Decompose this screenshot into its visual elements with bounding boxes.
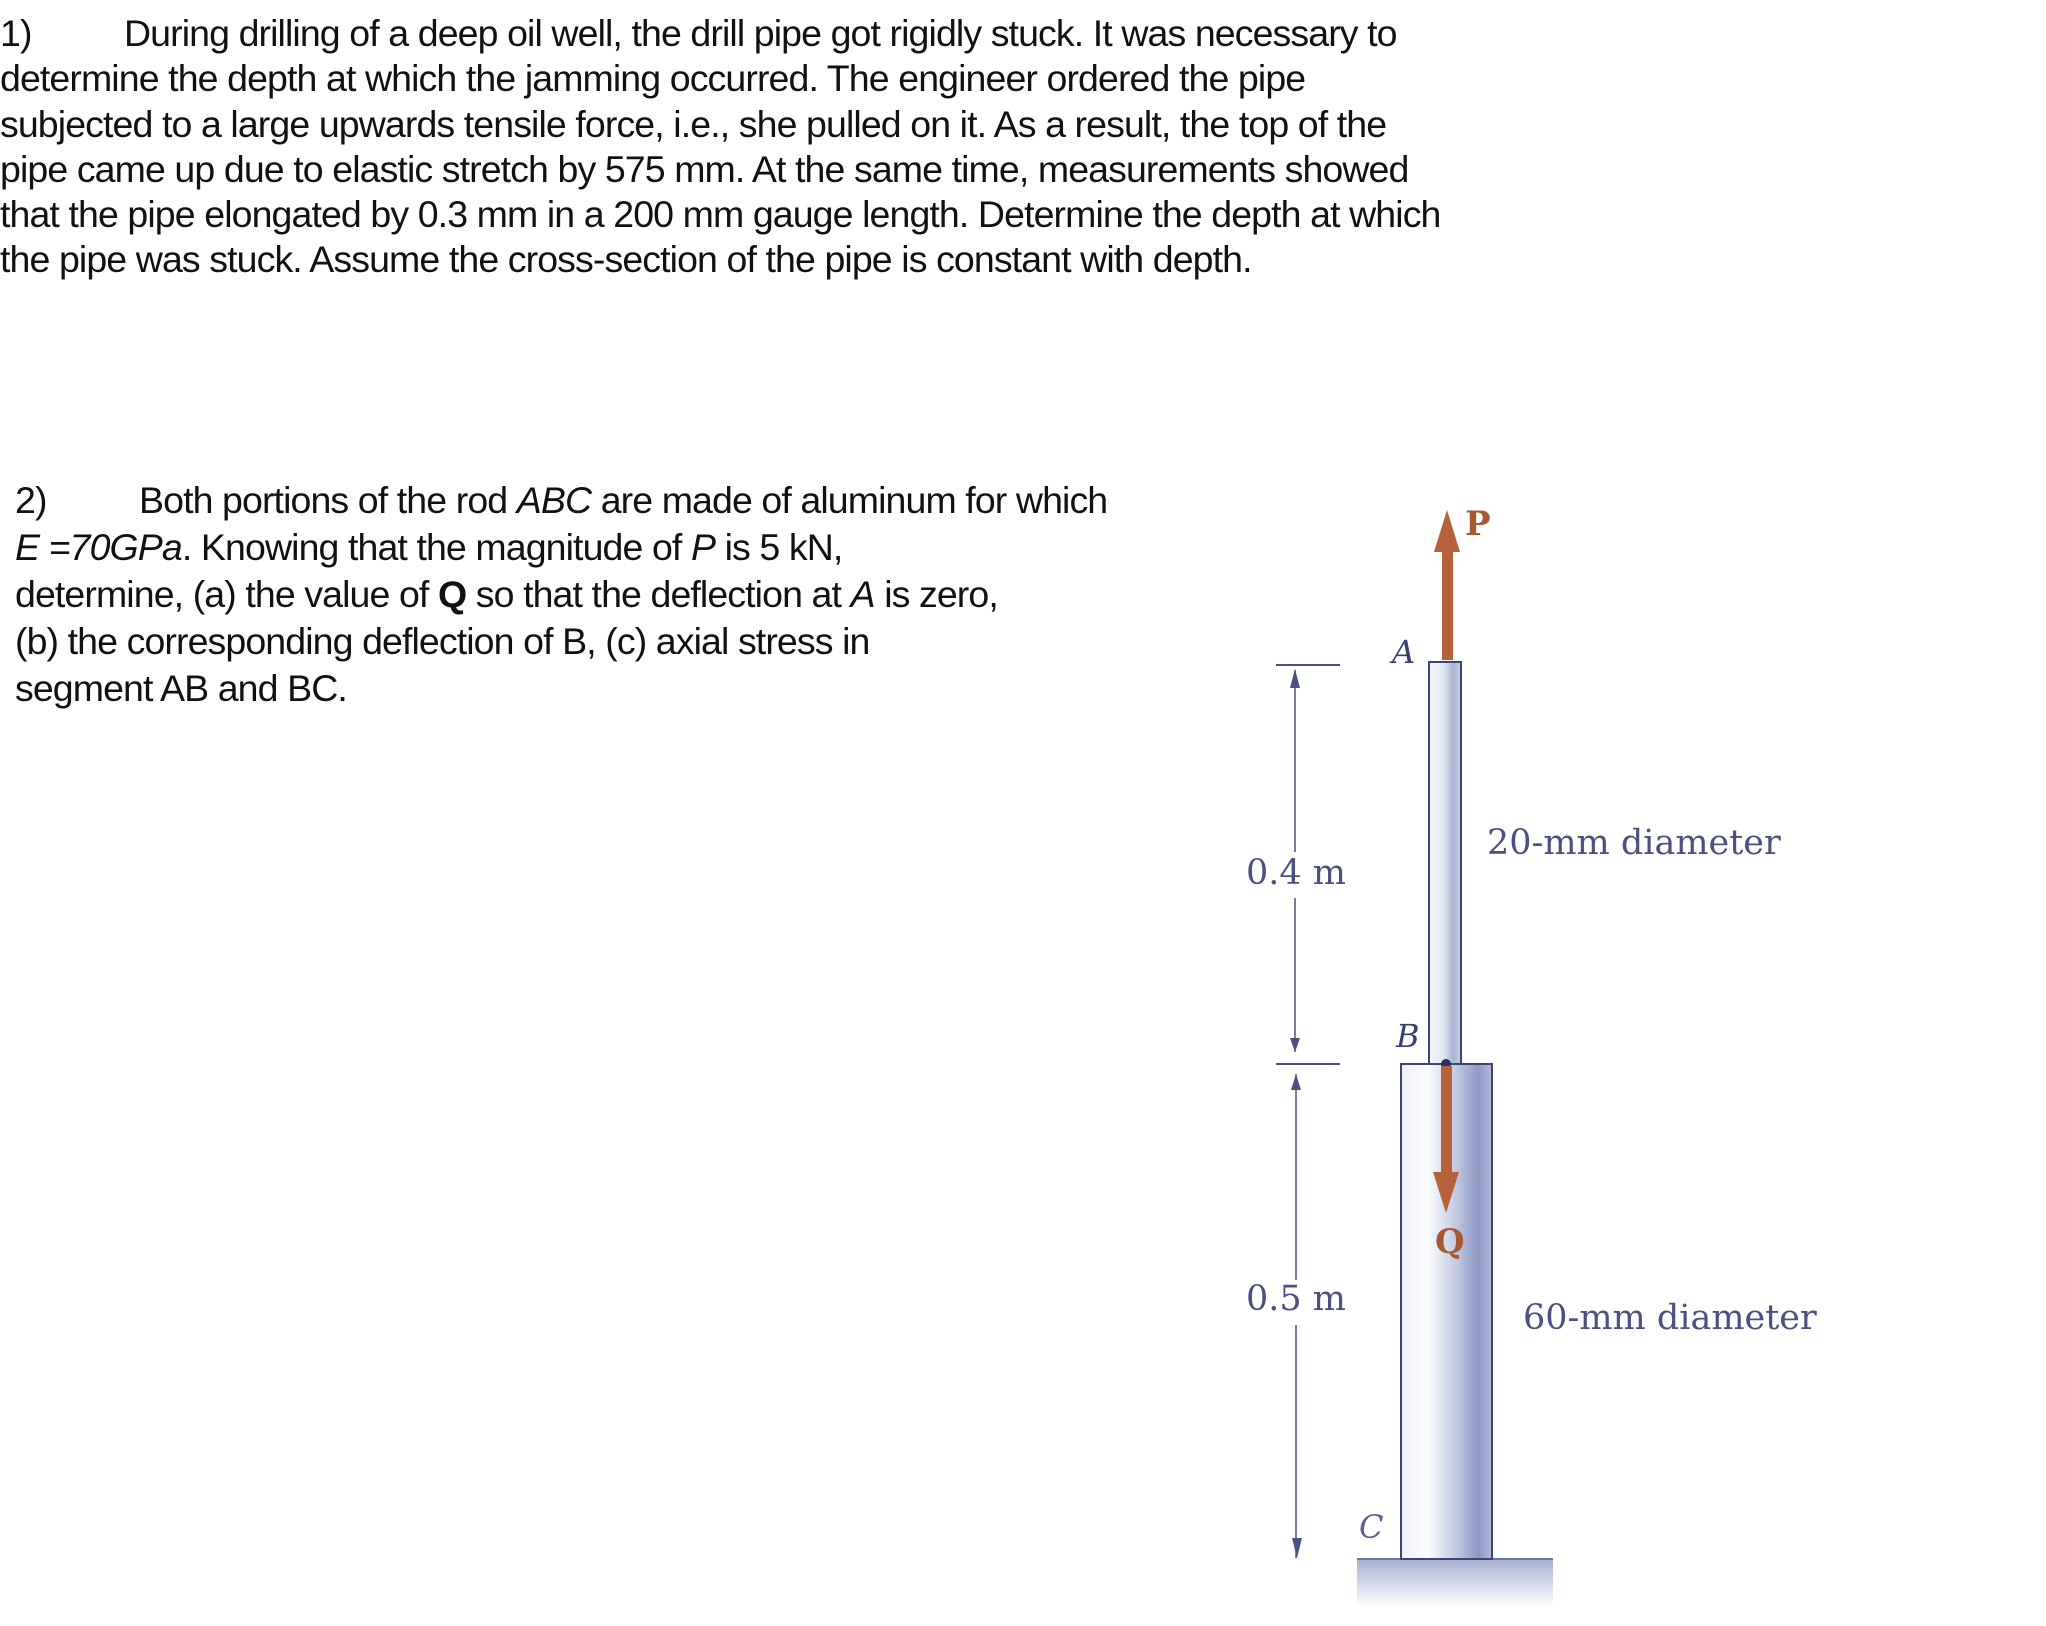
- diameter-ab-label: 20-mm diameter: [1487, 823, 1781, 863]
- rod-name: ABC: [516, 479, 592, 521]
- problem-2-number: 2): [15, 479, 47, 521]
- force-p-arrow-icon: [1434, 510, 1460, 660]
- dimension-bc-label: 0.5 m: [1246, 1279, 1346, 1319]
- point-b-label: B: [1396, 1017, 1420, 1055]
- rod-segment-ab: [1429, 662, 1461, 1064]
- problem-2-line-2: E =70GPa. Knowing that the magnitude of P is 5 kN,: [15, 526, 843, 568]
- problem-2-line-5: segment AB and BC.: [15, 667, 347, 709]
- problem-1-number: 1): [0, 12, 32, 54]
- force-p-label: P: [1465, 504, 1491, 544]
- problem-2-line-3: determine, (a) the value of Q so that the deflection at A is zero,: [15, 573, 998, 615]
- ground-support: [1357, 1559, 1553, 1607]
- problem-1-line-2: determine the depth at which the jamming occurred. The engineer ordered the pipe: [0, 57, 1306, 100]
- modulus-value: E =70GPa: [15, 526, 182, 568]
- problem-1-line-1: 1) During drilling of a deep oil well, the drill pipe got rigidly stuck. It was necessary to: [0, 11, 1441, 56]
- problem-2-line-1: 2) Both portions of the rod ABC are made of aluminum for which: [15, 477, 1107, 524]
- problem-1-line-5: that the pipe elongated by 0.3 mm in a 200 mm gauge length. Determine the depth at which: [0, 193, 1441, 236]
- problem-1-line-4: pipe came up due to elastic stretch by 575 mm. At the same time, measurements showed: [0, 147, 1409, 190]
- problem-2-line-4: (b) the corresponding deflection of B, (c) axial stress in: [15, 620, 870, 662]
- point-a-label: A: [1392, 633, 1416, 671]
- problem-1-line-6: the pipe was stuck. Assume the cross-section of the pipe is constant with depth.: [0, 238, 1252, 281]
- diameter-bc-label: 60-mm diameter: [1523, 1298, 1817, 1338]
- dimension-ab-label: 0.4 m: [1246, 853, 1346, 893]
- force-q-label: Q: [1435, 1222, 1465, 1262]
- point-c-label: C: [1359, 1508, 1384, 1546]
- problem-1-line-3: subjected to a large upwards tensile force, i.e., she pulled on it. As a result, the top of the: [0, 102, 1387, 145]
